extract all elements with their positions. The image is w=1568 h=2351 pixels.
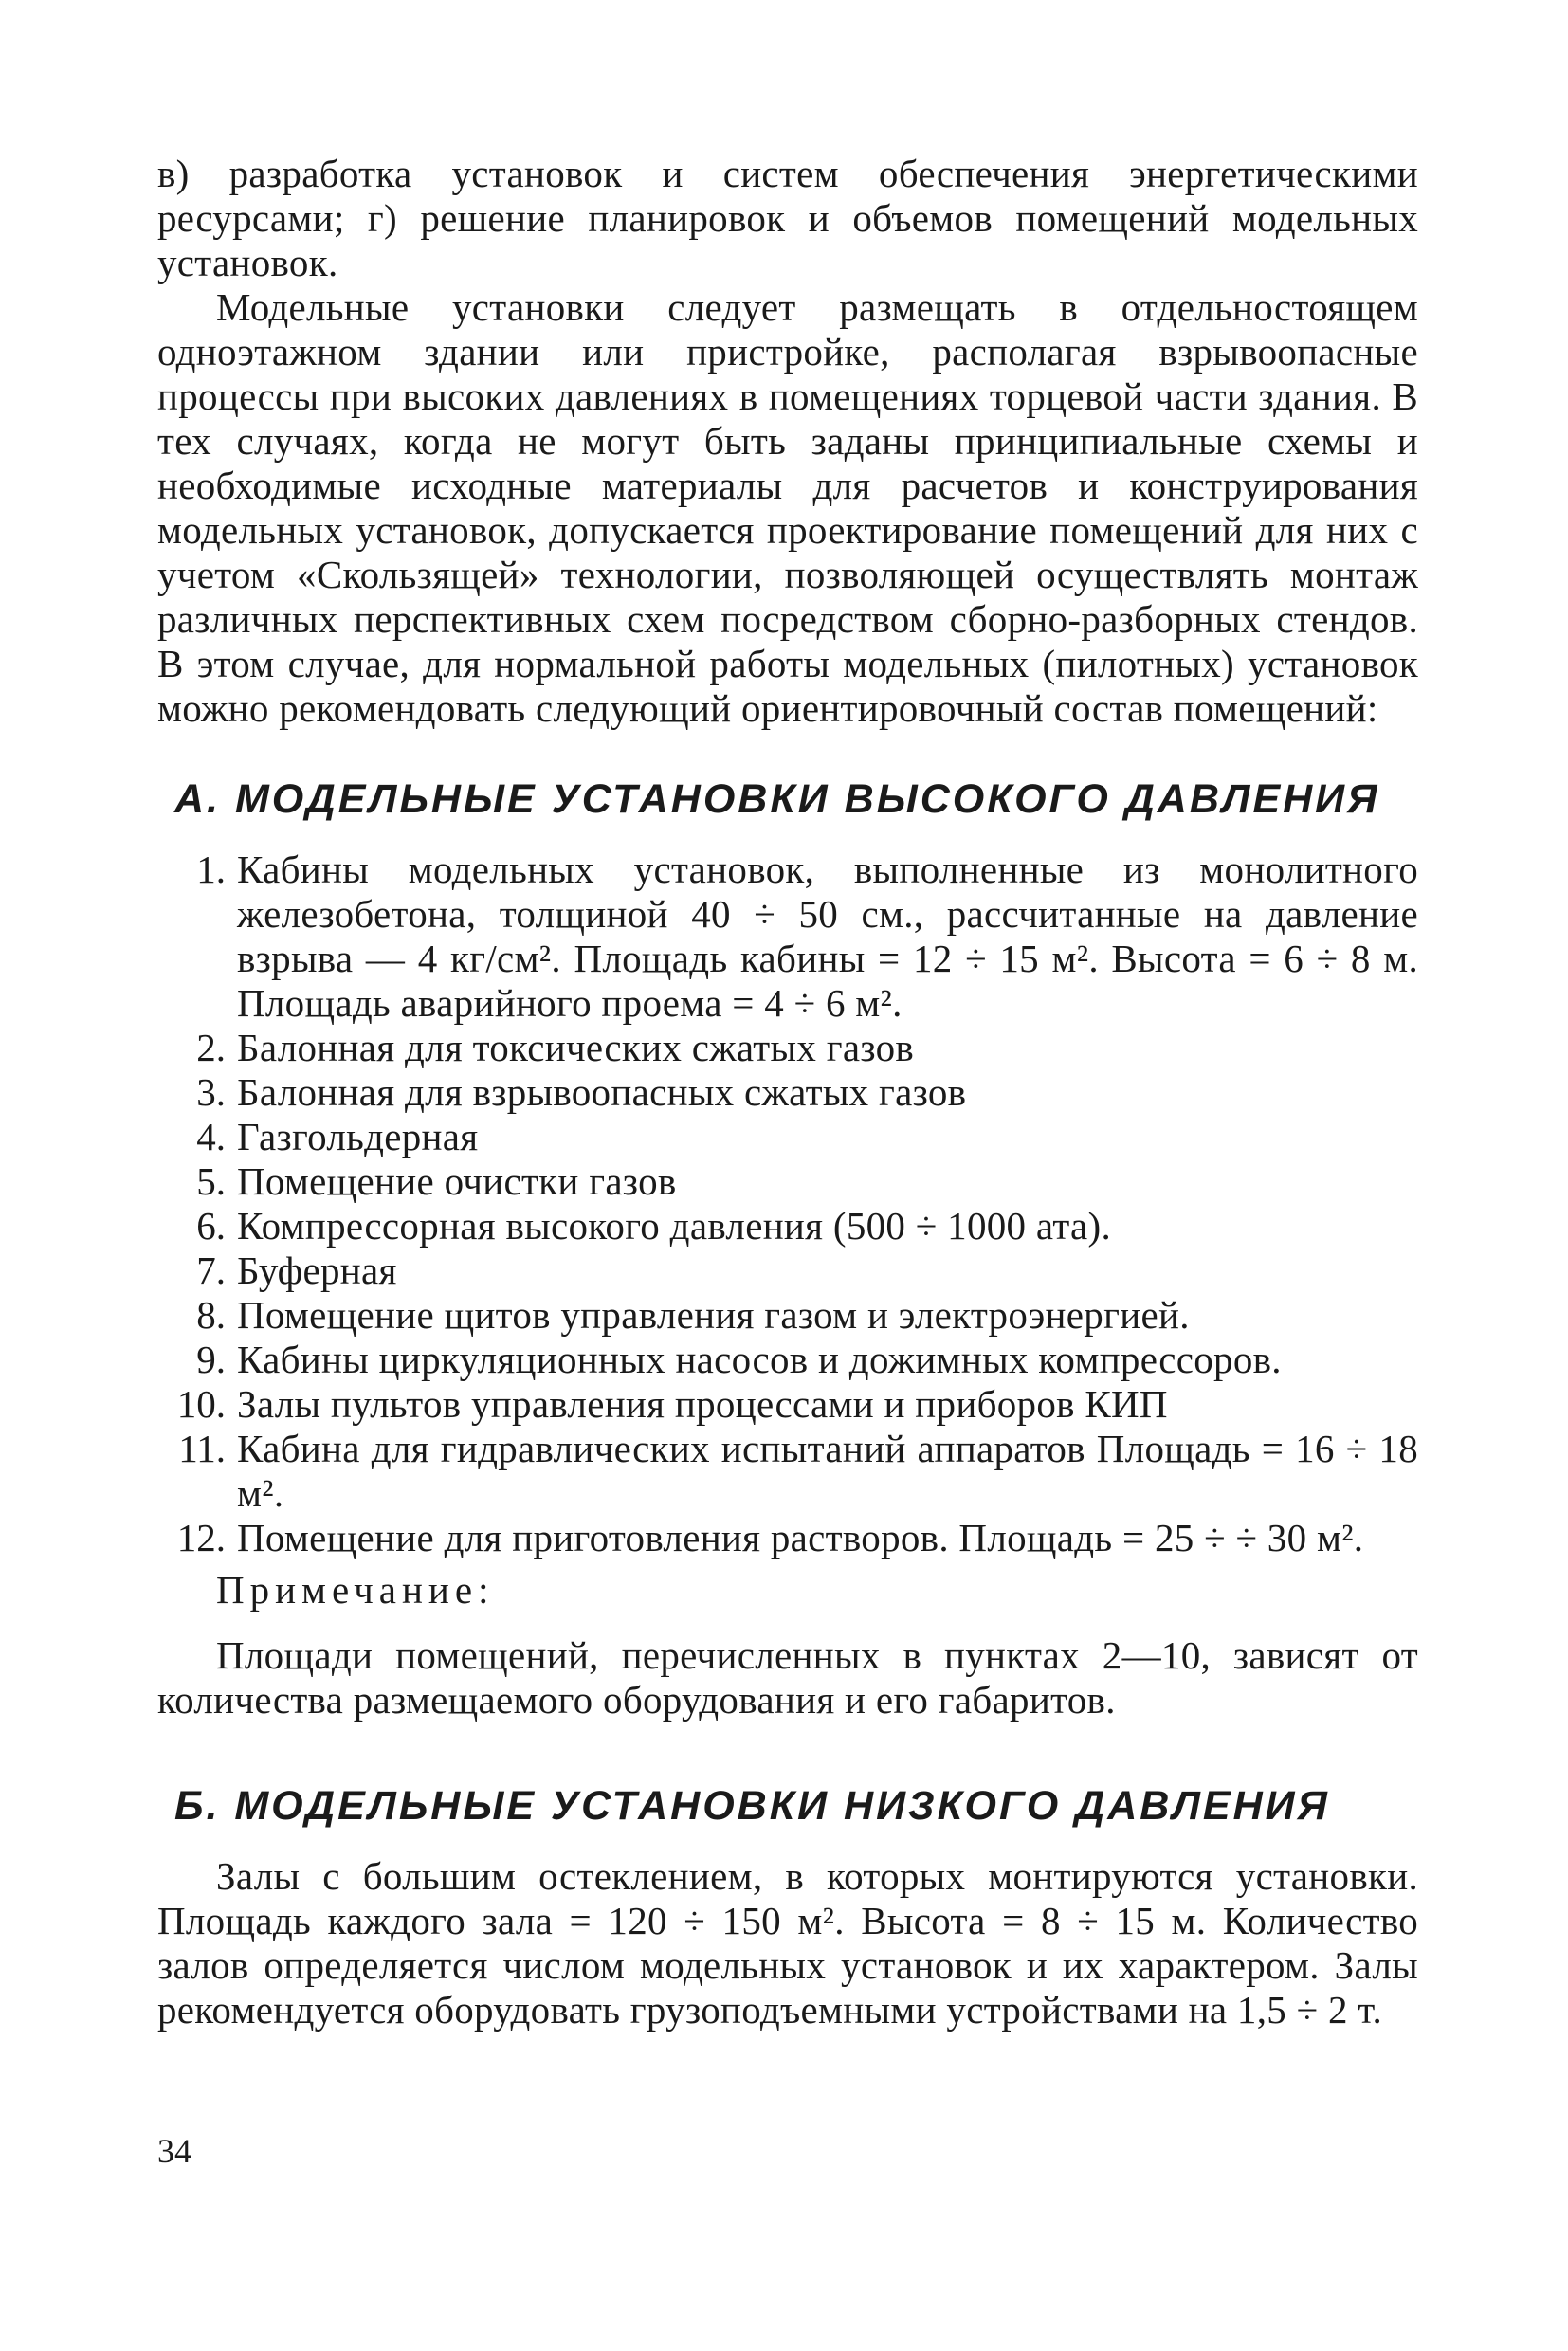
list-item	[157, 1204, 1418, 1248]
list-item	[157, 1115, 1418, 1159]
list-item	[157, 1382, 1418, 1427]
note-text: Площади помещений, перечисленных в пунктах 2—10, зависят от количества размещаемого оборудования и его габаритов.	[157, 1633, 1418, 1722]
list-item	[157, 1516, 1418, 1560]
list-item-number: 11.	[178, 1427, 226, 1470]
list-item-text: Балонная для токсических сжатых газов	[237, 1026, 915, 1069]
list-item-number: 9.	[196, 1338, 226, 1381]
list-item-number: 2.	[196, 1026, 226, 1069]
list-item-number: 12.	[176, 1516, 226, 1559]
list-item-text: Помещение для приготовления растворов. Площадь = 25 ÷ ÷ 30 м².	[237, 1516, 1364, 1559]
list-item	[157, 847, 1418, 1026]
list-item-number: 10.	[176, 1382, 226, 1426]
list-item	[157, 1427, 1418, 1516]
list-item	[157, 1159, 1418, 1204]
intro-paragraph-2: Модельные установки следует размещать в отдельностоящем одноэтажном здании или пристройке, располагая взрывоопасные процессы при высоких давлениях в помещениях торцевой части здания. В тех случаях, когда не могут быть заданы принципиальные схемы и необходимые исходные материалы для расчетов и конструирования модельных установок, допускается проектирование помещений для них с учетом «Скользящей» технологии, позволяющей осуществлять монтаж различных перспективных схем посредством сборно-разборных стендов. В этом случае, для нормальной работы модельных (пилотных) установок можно рекомендовать следующий ориентировочный состав помещений:	[157, 285, 1418, 730]
list-item-text: Кабина для гидравлических испытаний аппаратов Площадь = 16 ÷ 18 м².	[237, 1427, 1418, 1515]
list-item-number: 3.	[196, 1070, 226, 1114]
list-item-text: Балонная для взрывоопасных сжатых газов	[237, 1070, 967, 1114]
list-item-number: 5.	[196, 1159, 226, 1203]
list-item	[157, 1293, 1418, 1338]
document-page	[157, 152, 1418, 2032]
list-item-text: Залы пультов управления процессами и приборов КИП	[237, 1382, 1168, 1426]
list-item	[157, 1026, 1418, 1070]
list-item-number: 6.	[196, 1204, 226, 1248]
list-item-text: Кабины модельных установок, выполненные из монолитного железобетона, толщиной 40 ÷ 50 см., рассчитанные на давление взрыва — 4 кг/см². Площадь кабины = 12 ÷ 15 м². Высота = 6 ÷ 8 м. Площадь аварийного проема = 4 ÷ 6 м².	[237, 847, 1418, 1025]
section-b-paragraph: Залы с большим остеклением, в которых монтируются установки. Площадь каждого зала = 120 ÷ 150 м². Высота = 8 ÷ 15 м. Количество залов определяется числом модельных установок и их характером. Залы рекомендуется оборудовать грузоподъемными устройствами на 1,5 ÷ 2 т.	[157, 1854, 1418, 2032]
list-item-text: Буферная	[237, 1248, 397, 1292]
list-item	[157, 1338, 1418, 1382]
note-label: Примечание:	[216, 1568, 495, 1612]
list-item-number: 7.	[196, 1248, 226, 1292]
section-a-list	[157, 847, 1418, 1560]
list-item-number: 4.	[196, 1115, 226, 1158]
list-item-text: Газгольдерная	[237, 1115, 479, 1158]
list-item-number: 1.	[196, 847, 226, 891]
list-item-text: Компрессорная высокого давления (500 ÷ 1000 ата).	[237, 1204, 1112, 1248]
list-item	[157, 1248, 1418, 1293]
section-a-heading: А. МОДЕЛЬНЫЕ УСТАНОВКИ ВЫСОКОГО ДАВЛЕНИЯ	[174, 776, 1380, 822]
section-b-heading: Б. МОДЕЛЬНЫЕ УСТАНОВКИ НИЗКОГО ДАВЛЕНИЯ	[174, 1783, 1330, 1829]
page-number: 34	[157, 2132, 191, 2170]
list-item-text: Помещение очистки газов	[237, 1159, 677, 1203]
list-item-text: Кабины циркуляционных насосов и дожимных компрессоров.	[237, 1338, 1282, 1381]
list-item-text: Помещение щитов управления газом и электроэнергией.	[237, 1293, 1190, 1337]
list-item	[157, 1070, 1418, 1115]
list-item-number: 8.	[196, 1293, 226, 1337]
intro-paragraph-1: в) разработка установок и систем обеспечения энергетическими ресурсами; г) решение планировок и объемов помещений модельных установок.	[157, 152, 1418, 284]
